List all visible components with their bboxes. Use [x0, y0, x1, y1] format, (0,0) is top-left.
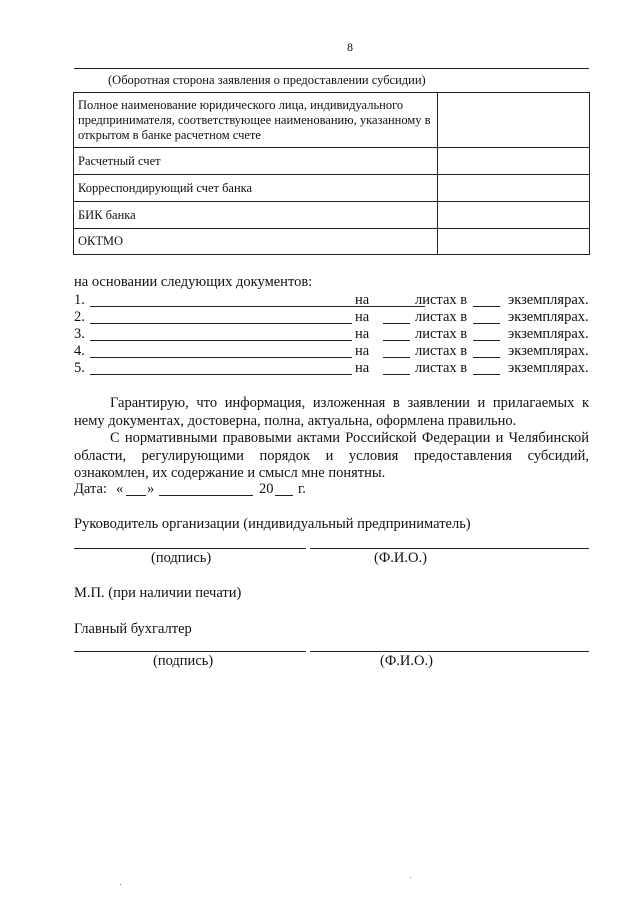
date-label: Дата: — [74, 481, 107, 497]
document-row — [74, 343, 589, 360]
word-sheets: листах в — [415, 343, 468, 359]
document-name-field[interactable] — [90, 306, 425, 307]
head-name-field[interactable] — [310, 548, 589, 549]
word-on: на — [355, 360, 370, 376]
requisite-label-bik: БИК банка — [74, 202, 438, 229]
page-number: 8 — [347, 40, 353, 54]
accountant-signature-field[interactable] — [74, 651, 306, 652]
date-year-suffix: г. — [298, 481, 306, 497]
document-row — [74, 292, 589, 309]
word-on: на — [355, 292, 370, 308]
date-close-quote: » — [147, 481, 155, 497]
word-sheets: листах в — [415, 326, 468, 342]
copies-count-field[interactable] — [473, 340, 500, 341]
acquainted-paragraph — [74, 430, 589, 483]
document-number: 1. — [74, 292, 85, 308]
scan-speck — [120, 884, 121, 885]
copies-count-field[interactable] — [473, 323, 500, 324]
head-signature-field[interactable] — [74, 548, 306, 549]
accountant-name-caption: (Ф.И.О.) — [380, 653, 433, 669]
word-sheets: листах в — [415, 292, 468, 308]
table-row — [74, 229, 590, 255]
acquainted-text: С нормативными правовыми актами Российской Федерации и Челябинской области, регулирующими порядок и условия предоставления субсидий, ознакомлен, их содержание и смысл мне понятны. — [74, 430, 589, 481]
accountant-title: Главный бухгалтер — [74, 621, 192, 637]
document-name-field[interactable] — [90, 323, 352, 324]
requisite-value-bik[interactable] — [438, 202, 590, 229]
word-sheets: листах в — [415, 360, 468, 376]
guarantee-paragraph — [74, 395, 589, 430]
word-on: на — [355, 326, 370, 342]
word-copies: экземплярах. — [508, 343, 589, 359]
word-copies: экземплярах. — [508, 326, 589, 342]
requisite-label-account: Расчетный счет — [74, 148, 438, 175]
requisite-value-full-name[interactable] — [438, 93, 590, 148]
word-sheets: листах в — [415, 309, 468, 325]
accountant-name-field[interactable] — [310, 651, 589, 652]
requisite-label-full-name: Полное наименование юридического лица, индивидуального предпринимателя, соответствующее наименованию, указанному в открытом в банке расчетном счете — [74, 93, 438, 148]
requisites-table — [73, 92, 590, 255]
document-number: 2. — [74, 309, 85, 325]
date-day-field[interactable] — [126, 495, 146, 496]
head-title: Руководитель организации (индивидуальный предприниматель) — [74, 516, 471, 532]
word-copies: экземплярах. — [508, 360, 589, 376]
head-signature-caption: (подпись) — [151, 550, 212, 566]
document-name-field[interactable] — [90, 340, 352, 341]
sheets-count-field[interactable] — [383, 374, 410, 375]
copies-count-field[interactable] — [473, 357, 500, 358]
document-number: 3. — [74, 326, 85, 342]
document-number: 4. — [74, 343, 85, 359]
sheets-count-field[interactable] — [383, 357, 410, 358]
document-name-field[interactable] — [90, 357, 352, 358]
table-row — [74, 175, 590, 202]
accountant-signature-caption: (подпись) — [153, 653, 214, 669]
requisite-value-account[interactable] — [438, 148, 590, 175]
copies-count-field[interactable] — [473, 374, 500, 375]
stamp-note: М.П. (при наличии печати) — [74, 585, 242, 601]
table-row — [74, 148, 590, 175]
word-on: на — [355, 309, 370, 325]
document-name-field[interactable] — [90, 374, 352, 375]
date-open-quote: « — [116, 481, 124, 497]
sheets-count-field[interactable] — [383, 323, 410, 324]
copies-count-field[interactable] — [473, 306, 500, 307]
word-on: на — [355, 343, 370, 359]
form-caption: (Оборотная сторона заявления о предоставлении субсидии) — [108, 73, 426, 87]
document-number: 5. — [74, 360, 85, 376]
head-name-caption: (Ф.И.О.) — [374, 550, 427, 566]
table-row — [74, 202, 590, 229]
documents-title: на основании следующих документов: — [74, 274, 313, 290]
document-row — [74, 326, 589, 343]
scan-speck — [410, 877, 411, 878]
document-row — [74, 360, 589, 377]
word-copies: экземплярах. — [508, 309, 589, 325]
requisite-value-oktmo[interactable] — [438, 229, 590, 255]
word-copies: экземплярах. — [508, 292, 589, 308]
caption-divider — [74, 68, 589, 69]
guarantee-text: Гарантирую, что информация, изложенная в заявлении и прилагаемых к нему документах, достоверна, полна, актуальна, оформлена правильно. — [74, 395, 589, 429]
requisite-label-corr-account: Корреспондирующий счет банка — [74, 175, 438, 202]
date-year-field[interactable] — [275, 495, 293, 496]
sheets-count-field[interactable] — [383, 340, 410, 341]
date-month-field[interactable] — [159, 495, 253, 496]
requisite-label-oktmo: ОКТМО — [74, 229, 438, 255]
table-row — [74, 93, 590, 148]
date-year-prefix: 20 — [259, 481, 274, 497]
document-row — [74, 309, 589, 326]
requisite-value-corr-account[interactable] — [438, 175, 590, 202]
sheets-count-field[interactable] — [383, 306, 410, 307]
